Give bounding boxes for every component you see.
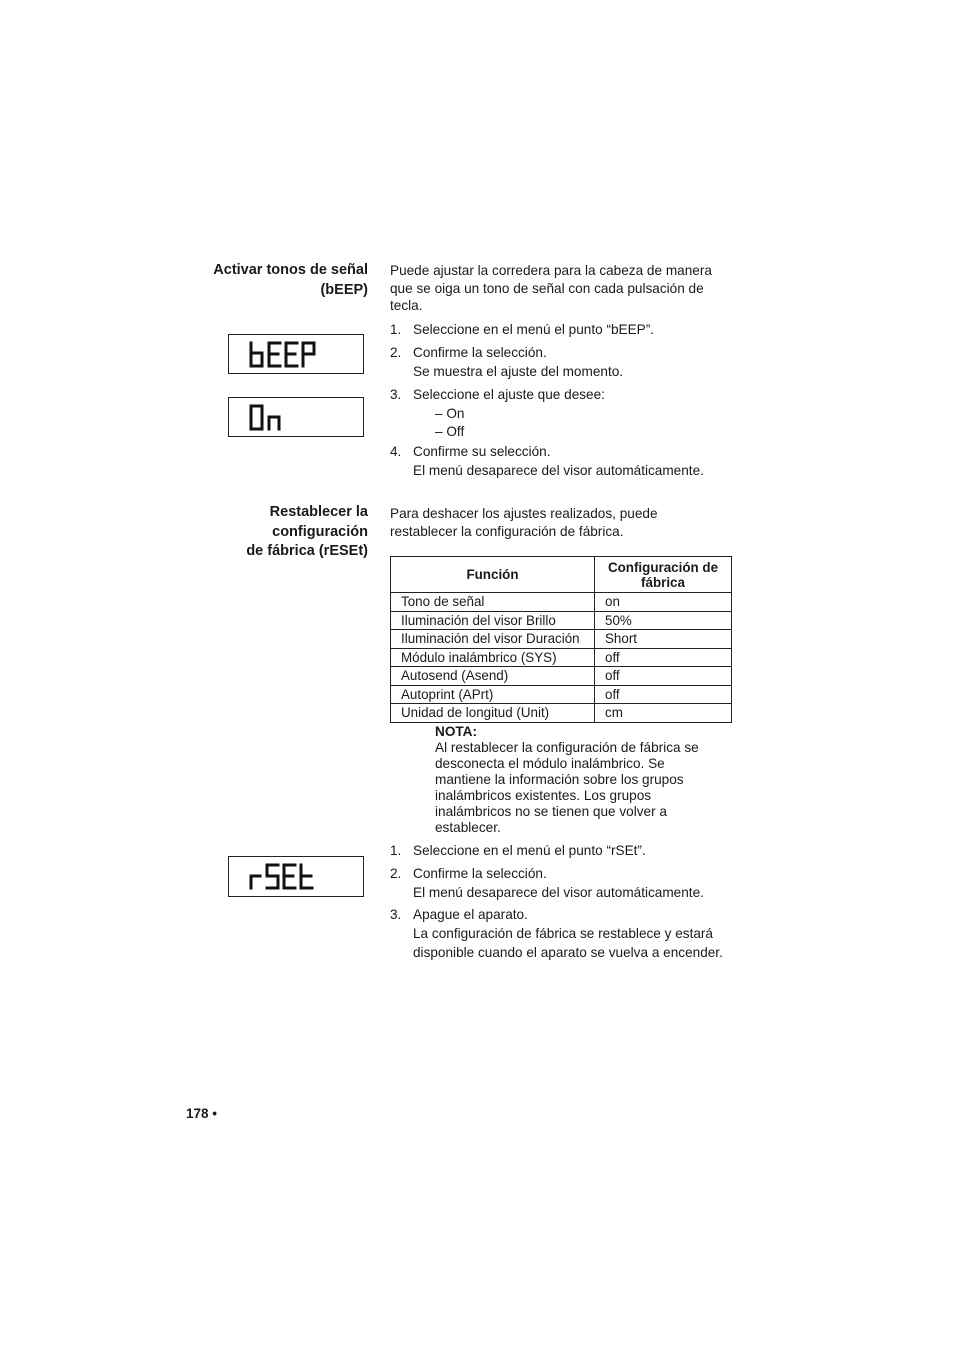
reset-intro-line: Para deshacer los ajustes realizados, puede <box>390 506 658 521</box>
step-number: 3. <box>390 387 402 402</box>
heading-beep-line2: (bEEP) <box>320 281 368 298</box>
beep-step-2 <box>390 343 735 381</box>
step-number: 1. <box>390 322 402 337</box>
table-row <box>391 593 732 612</box>
option-off: – Off <box>435 423 465 439</box>
step-text: Seleccione en el menú el punto “bEEP”. <box>413 322 655 337</box>
note-box <box>435 724 725 836</box>
lcd-display-on <box>228 397 364 437</box>
step-text: Apague el aparato. <box>413 907 528 922</box>
step-text: Confirme la selección. <box>413 866 547 881</box>
lcd-display-rset <box>228 856 364 897</box>
lcd-display-beep <box>228 334 364 374</box>
heading-reset-line3: de fábrica (rESEt) <box>246 543 368 559</box>
step-text: Confirme su selección. <box>413 444 551 459</box>
cell-function: Iluminación del visor Brillo <box>391 611 595 630</box>
table-row <box>391 630 732 649</box>
heading-beep-line1: Activar tonos de señal <box>213 262 368 278</box>
step-text: Confirme la selección. <box>413 345 547 360</box>
step-text: El menú desaparece del visor automáticamente. <box>413 885 704 900</box>
option-on: – On <box>435 406 465 421</box>
cell-function: Autosend (Asend) <box>391 667 595 686</box>
lcd-text-rset <box>247 862 327 892</box>
note-line: desconecta el módulo inalámbrico. Se <box>435 756 665 771</box>
note-line: inalámbricos existentes. Los grupos <box>435 788 652 803</box>
col-header-factory-setting: Configuración de fábrica <box>595 557 732 593</box>
step-text: disponible cuando el aparato se vuelva a encender. <box>413 945 723 960</box>
heading-beep <box>213 261 368 300</box>
beep-intro <box>390 262 735 315</box>
lcd-text-beep <box>247 340 327 370</box>
note-line: inalámbricos no se tienen que volver a <box>435 804 667 819</box>
beep-intro-line: tecla. <box>390 298 423 313</box>
beep-step-1 <box>390 320 735 339</box>
reset-intro <box>390 505 735 540</box>
step-text: Seleccione el ajuste que desee: <box>413 387 605 402</box>
beep-intro-line: que se oiga un tono de señal con cada pulsación de <box>390 280 704 296</box>
factory-settings-table <box>390 556 732 723</box>
note-title: NOTA: <box>435 724 478 739</box>
cell-value: cm <box>595 704 732 723</box>
reset-step-1 <box>390 841 735 860</box>
beep-step-3 <box>390 385 735 404</box>
table-row <box>391 648 732 667</box>
step-text: El menú desaparece del visor automáticamente. <box>413 463 704 478</box>
reset-step-2 <box>390 864 735 902</box>
step-number: 2. <box>390 866 402 881</box>
heading-reset-line2: configuración <box>272 523 368 540</box>
cell-function: Autoprint (APrt) <box>391 685 595 704</box>
table-row <box>391 667 732 686</box>
note-line: establecer. <box>435 820 501 835</box>
table-row <box>391 685 732 704</box>
step-number: 3. <box>390 907 402 922</box>
cell-value: Short <box>595 630 732 649</box>
page-number: 178 • <box>186 1106 218 1121</box>
table-row <box>391 611 732 630</box>
heading-reset-line1: Restablecer la <box>269 504 368 520</box>
cell-value: off <box>595 685 732 704</box>
step-number: 2. <box>390 345 402 360</box>
reset-step-3 <box>390 905 735 962</box>
step-text: Se muestra el ajuste del momento. <box>413 364 624 379</box>
cell-value: 50% <box>595 611 732 630</box>
note-line: Al restablecer la configuración de fábrica se <box>435 740 699 755</box>
col-header-function: Función <box>391 557 595 593</box>
step-text: La configuración de fábrica se restablece y estará <box>413 926 713 941</box>
heading-reset <box>246 503 368 562</box>
step-number: 1. <box>390 843 402 858</box>
note-line: mantiene la información sobre los grupos <box>435 772 684 787</box>
step-text: Seleccione en el menú el punto “rSEt”. <box>413 843 646 858</box>
cell-function: Módulo inalámbrico (SYS) <box>391 648 595 667</box>
beep-step-4 <box>390 442 735 480</box>
cell-value: off <box>595 648 732 667</box>
table-header-row <box>391 557 732 593</box>
cell-function: Unidad de longitud (Unit) <box>391 704 595 723</box>
cell-value: on <box>595 593 732 612</box>
step-number: 4. <box>390 444 402 459</box>
cell-function: Iluminación del visor Duración <box>391 630 595 649</box>
cell-function: Tono de señal <box>391 593 595 612</box>
lcd-text-on <box>247 403 327 433</box>
beep-options <box>435 405 464 440</box>
cell-value: off <box>595 667 732 686</box>
reset-intro-line: restablecer la configuración de fábrica. <box>390 523 624 539</box>
table-row <box>391 704 732 723</box>
beep-intro-line: Puede ajustar la corredera para la cabeza de manera <box>390 263 712 278</box>
